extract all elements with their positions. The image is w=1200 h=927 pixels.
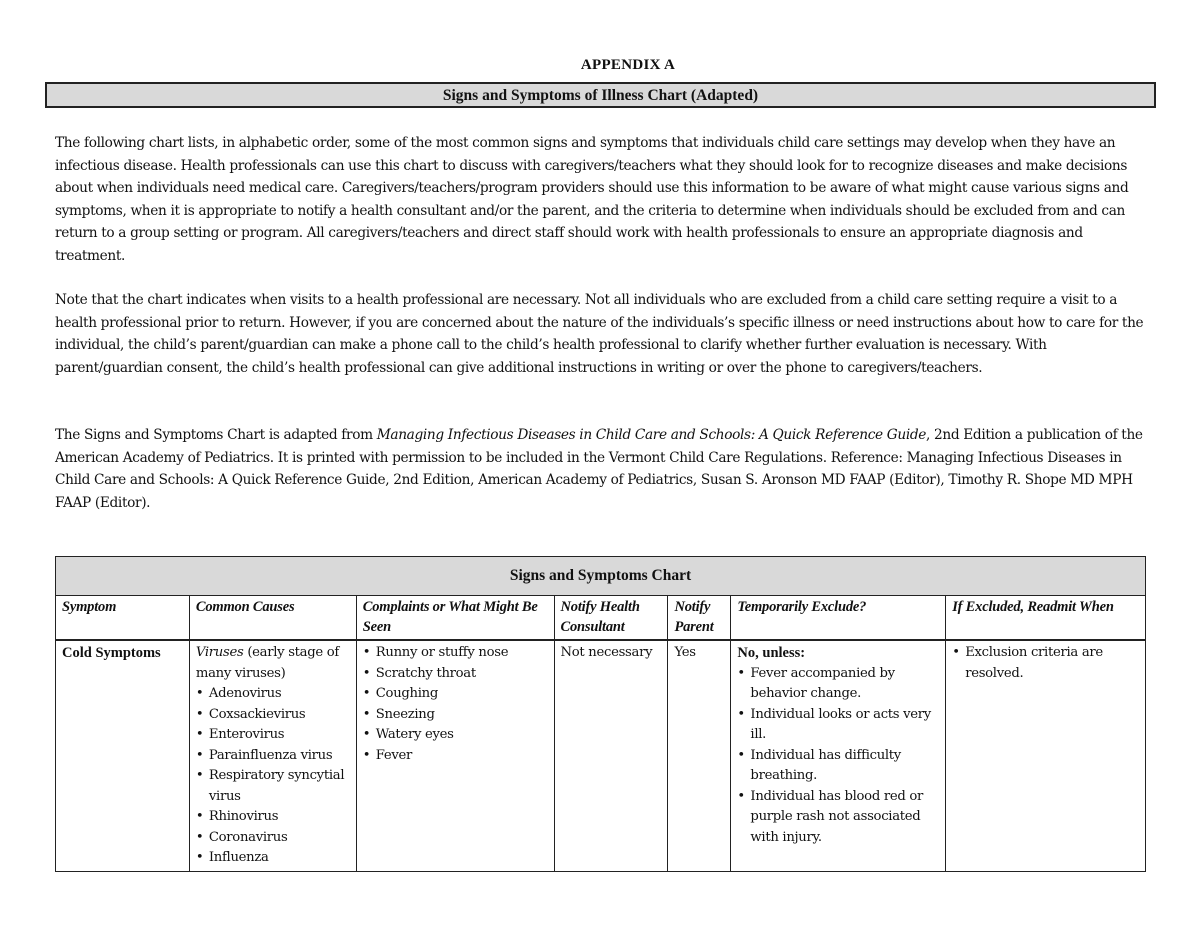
list-item: • Rhinovirus xyxy=(196,807,350,828)
complaints-list xyxy=(363,643,548,766)
list-item: • Individual looks or acts very ill. xyxy=(737,705,939,746)
list-item: • Runny or stuffy nose xyxy=(363,643,548,664)
col-header-readmit: If Excluded, Readmit When xyxy=(946,596,1146,641)
col-header-notify-parent: Notify Parent xyxy=(668,596,731,641)
causes-list xyxy=(196,684,350,869)
readmit-list xyxy=(952,643,1139,684)
cell-notify-parent: Yes xyxy=(668,640,731,871)
cell-exclude xyxy=(731,640,946,871)
list-item: • Scratchy throat xyxy=(363,664,548,685)
causes-lead xyxy=(196,643,350,684)
list-item: • Parainfluenza virus xyxy=(196,746,350,767)
list-item: • Fever accompanied by behavior change. xyxy=(737,664,939,705)
list-item: • Adenovirus xyxy=(196,684,350,705)
list-item: • Respiratory syncytial virus xyxy=(196,766,350,807)
cell-causes xyxy=(189,640,356,871)
cell-readmit xyxy=(946,640,1146,871)
cell-notify-consultant: Not necessary xyxy=(554,640,668,871)
source-paragraph xyxy=(55,424,1155,514)
list-item: • Watery eyes xyxy=(363,725,548,746)
source-book-title: Managing Infectious Diseases in Child Care and Schools: A Quick Reference Guide xyxy=(376,427,927,443)
cell-symptom: Cold Symptoms xyxy=(56,640,190,871)
list-item: • Coughing xyxy=(363,684,548,705)
chart-title-bar: Signs and Symptoms of Illness Chart (Adapted) xyxy=(45,82,1156,108)
appendix-heading: APPENDIX A xyxy=(580,57,676,73)
list-item: • Coronavirus xyxy=(196,828,350,849)
source-text-start: The Signs and Symptoms Chart is adapted from xyxy=(55,427,377,443)
causes-lead-rest: (early stage of many viruses) xyxy=(195,645,339,681)
exclude-lead: No, unless: xyxy=(737,645,806,661)
col-header-exclude: Temporarily Exclude? xyxy=(731,596,946,641)
col-header-causes: Common Causes xyxy=(189,596,356,641)
list-item: • Enterovirus xyxy=(196,725,350,746)
source-text-end: , 2nd Edition a publication of the American Academy of Pediatrics. It is printed with permission to be included in the Vermont Child Care Regulations. Reference: Managing Infectious Diseases in Child Care and Schools: A Quick Reference Guide, 2nd Edition, American Academy of Pediatrics, Susan S. Aronson MD FAAP (Editor), Timothy R. Shope MD MPH FAAP (Editor). xyxy=(55,427,1143,511)
col-header-notify-consultant: Notify Health Consultant xyxy=(554,596,668,641)
list-item: • Exclusion criteria are resolved. xyxy=(952,643,1139,684)
note-paragraph: Note that the chart indicates when visits to a health professional are necessary. Not all individuals who are excluded from a child care setting require a visit to a health professional prior to return. However, if you are concerned about the nature of the individuals’s specific illness or need instructions about how to care for the individual, the child’s parent/guardian can make a phone call to the child’s health professional to clarify whether further evaluation is necessary. With parent/guardian consent, the child’s health professional can give additional instructions in writing or over the phone to caregivers/teachers. xyxy=(55,292,1144,376)
table-title: Signs and Symptoms Chart xyxy=(56,557,1146,596)
list-item: • Individual has difficulty breathing. xyxy=(737,746,939,787)
intro-paragraph: The following chart lists, in alphabetic order, some of the most common signs and symptoms that individuals child care settings may develop when they have an infectious disease. Health professionals can use this chart to discuss with caregivers/teachers what they should look for to recognize diseases and make decisions about when individuals need medical care. Caregivers/teachers/program providers should use this information to be aware of what might cause various signs and symptoms, when it is appropriate to notify a health consultant and/or the parent, and the criteria to determine when individuals should be excluded from and can return to a group setting or program. All caregivers/teachers and direct staff should work with health professionals to ensure an appropriate diagnosis and treatment. xyxy=(55,135,1129,264)
signs-symptoms-table xyxy=(55,556,1146,872)
col-header-symptom: Symptom xyxy=(56,596,190,641)
list-item: • Sneezing xyxy=(363,705,548,726)
exclude-list xyxy=(737,664,939,849)
causes-lead-italic: Viruses xyxy=(195,645,244,660)
cell-complaints xyxy=(356,640,554,871)
list-item: • Coxsackievirus xyxy=(196,705,350,726)
list-item: • Influenza xyxy=(196,848,350,869)
list-item: • Individual has blood red or purple rash not associated with injury. xyxy=(737,787,939,849)
list-item: • Fever xyxy=(363,746,548,767)
table-row xyxy=(56,640,1146,871)
col-header-complaints: Complaints or What Might Be Seen xyxy=(356,596,554,641)
